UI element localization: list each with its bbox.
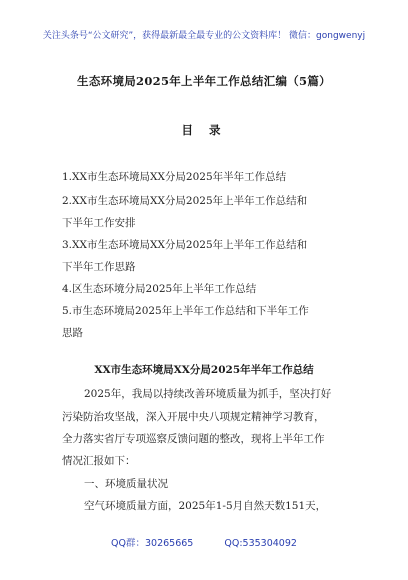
toc-item-2: 2.XX市生态环境局XX分局2025年上半年工作总结和 <box>62 195 308 207</box>
promo-header: 关注头条号“公文研究”，获得最新最全最专业的公文资料库！ 微信：gongwenyj <box>42 31 366 41</box>
body-line-4: 情况汇报如下： <box>62 455 136 467</box>
body-line-3: 全力落实省厅专项巡察反馈问题的整改，现将上半年工作 <box>62 433 325 445</box>
section-title: XX市生态环境局XX分局2025年半年工作总结 <box>94 364 314 376</box>
toc-item-4: 4.区生态环境分局2025年上半年工作总结 <box>62 283 257 295</box>
toc-heading: 目 录 <box>181 123 227 137</box>
toc-item-3-cont: 下半年工作思路 <box>62 261 136 273</box>
document-title: 生态环境局2025年上半年工作总结汇编（5篇） <box>77 74 331 88</box>
toc-item-5-cont: 思路 <box>62 327 83 339</box>
footer-qq-group: QQ群：30265665 <box>111 538 194 549</box>
body-line-5: 一、环境质量状况 <box>84 478 168 490</box>
body-line-6: 空气环境质量方面，2025年1-5月自然天数151天， <box>84 500 327 512</box>
toc-item-2-cont: 下半年工作安排 <box>62 217 136 229</box>
toc-item-1: 1.XX市生态环境局XX分局2025年半年工作总结 <box>62 171 287 183</box>
body-line-2: 污染防治攻坚战，深入开展中央八项规定精神学习教育， <box>62 411 325 423</box>
toc-item-3: 3.XX市生态环境局XX分局2025年上半年工作总结和 <box>62 239 308 251</box>
toc-item-5: 5.市生态环境局2025年上半年工作总结和下半年工作 <box>62 305 309 317</box>
footer-qq: QQ:535304092 <box>224 538 297 549</box>
body-line-1: 2025年，我局以持续改善环境质量为抓手，坚决打好 <box>84 388 332 400</box>
footer <box>0 535 408 549</box>
